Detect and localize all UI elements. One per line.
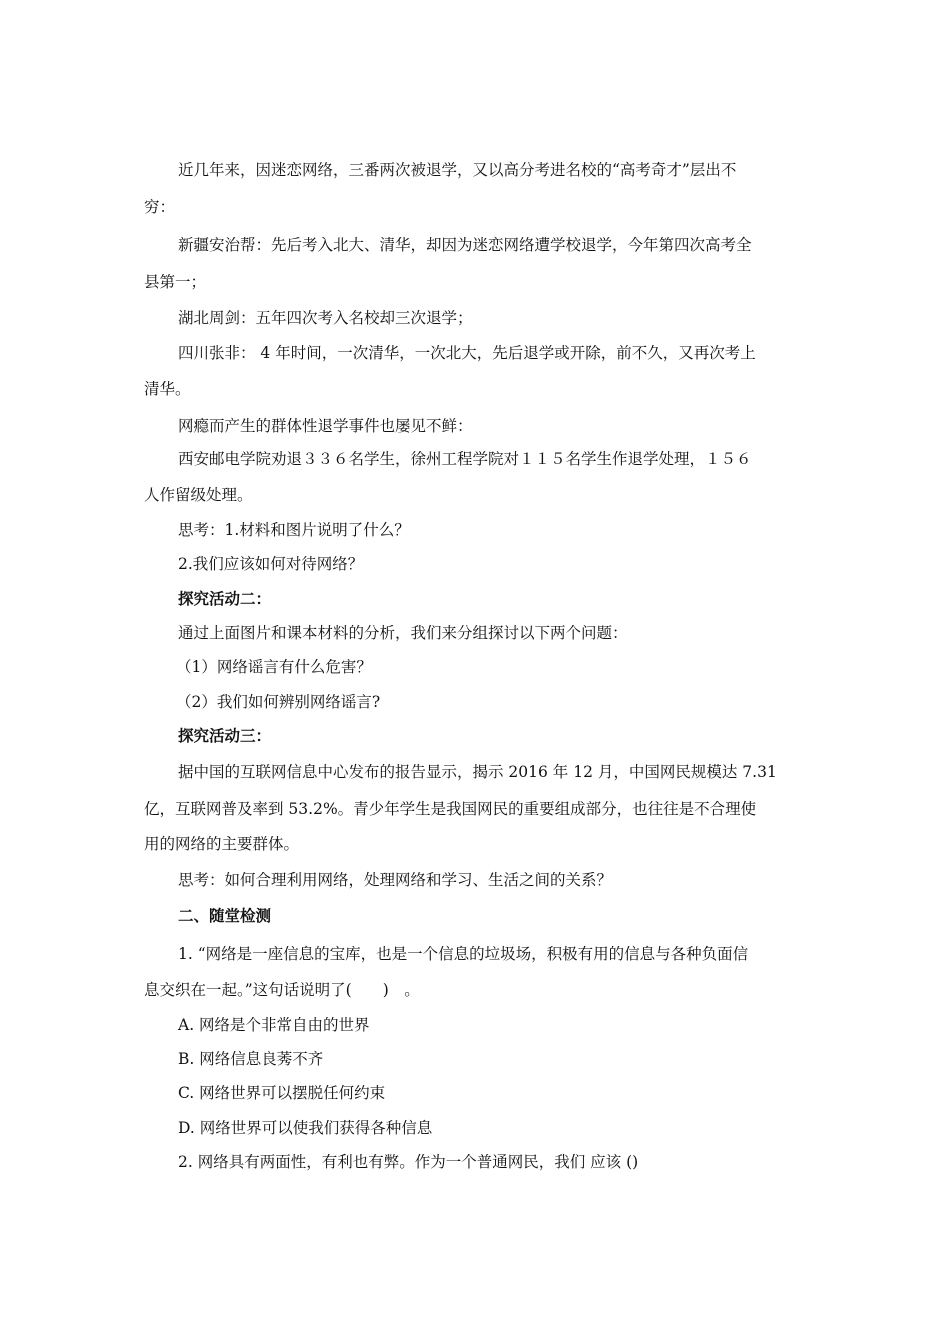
answer-option: C. 网络世界可以摆脱任何约束 — [178, 1084, 386, 1102]
question-line: 2. 网络具有两面性，有利也有弊。作为一个普通网民，我们 应该 () — [178, 1153, 639, 1171]
answer-option: D. 网络世界可以使我们获得各种信息 — [178, 1119, 433, 1137]
paragraph-line: 穷： — [144, 198, 176, 216]
question-line: 息交织在一起。”这句话说明了( ) 。 — [144, 981, 420, 999]
list-item: （2）我们如何辨别网络谣言? — [176, 693, 381, 711]
paragraph-line: 网瘾而产生的群体性退学事件也屡见不鲜： — [178, 417, 473, 435]
paragraph-line: 用的网络的主要群体。 — [144, 835, 300, 853]
paragraph-line: 县第一； — [144, 273, 207, 291]
paragraph-line: 湖北周剑：五年四次考入名校却三次退学； — [178, 309, 473, 327]
paragraph-line: 近几年来，因迷恋网络，三番两次被退学，又以高分考进名校的“高考奇才”层出不 — [178, 161, 737, 179]
paragraph-line: 亿，互联网普及率到 53.2%。青少年学生是我国网民的重要组成部分，也往往是不合理使 — [144, 800, 757, 818]
paragraph-line: 据中国的互联网信息中心发布的报告显示，揭示 2016 年 12 月，中国网民规模达 7.31 — [178, 763, 777, 781]
paragraph-line: 清华。 — [144, 380, 191, 398]
section-heading: 探究活动二： — [178, 589, 272, 608]
list-item: （1）网络谣言有什么危害？ — [176, 658, 372, 676]
paragraph-line: 思考：1.材料和图片说明了什么？ — [178, 521, 410, 539]
paragraph-line: 2.我们应该如何对待网络？ — [178, 555, 364, 573]
answer-option: A. 网络是个非常自由的世界 — [178, 1016, 370, 1034]
section-heading: 二、随堂检测 — [178, 906, 272, 925]
paragraph-line: 通过上面图片和课本材料的分析，我们来分组探讨以下两个问题： — [178, 624, 628, 642]
question-line: 1. “网络是一座信息的宝库，也是一个信息的垃圾场，积极有用的信息与各种负面信 — [178, 945, 749, 963]
paragraph-line: 新疆安治帮：先后考入北大、清华，却因为迷恋网络遭学校退学，今年第四次高考全 — [178, 236, 752, 254]
paragraph-line: 四川张非： 4 年时间，一次清华，一次北大，先后退学或开除，前不久，又再次考上 — [178, 344, 756, 362]
paragraph-line: 西安邮电学院劝退３３６名学生，徐州工程学院对１１５名学生作退学处理，１５６ — [178, 450, 752, 468]
answer-option: B. 网络信息良莠不齐 — [178, 1050, 324, 1068]
paragraph-line: 思考：如何合理利用网络，处理网络和学习、生活之间的关系？ — [178, 871, 613, 889]
section-heading: 探究活动三： — [178, 726, 272, 745]
paragraph-line: 人作留级处理。 — [144, 486, 253, 504]
